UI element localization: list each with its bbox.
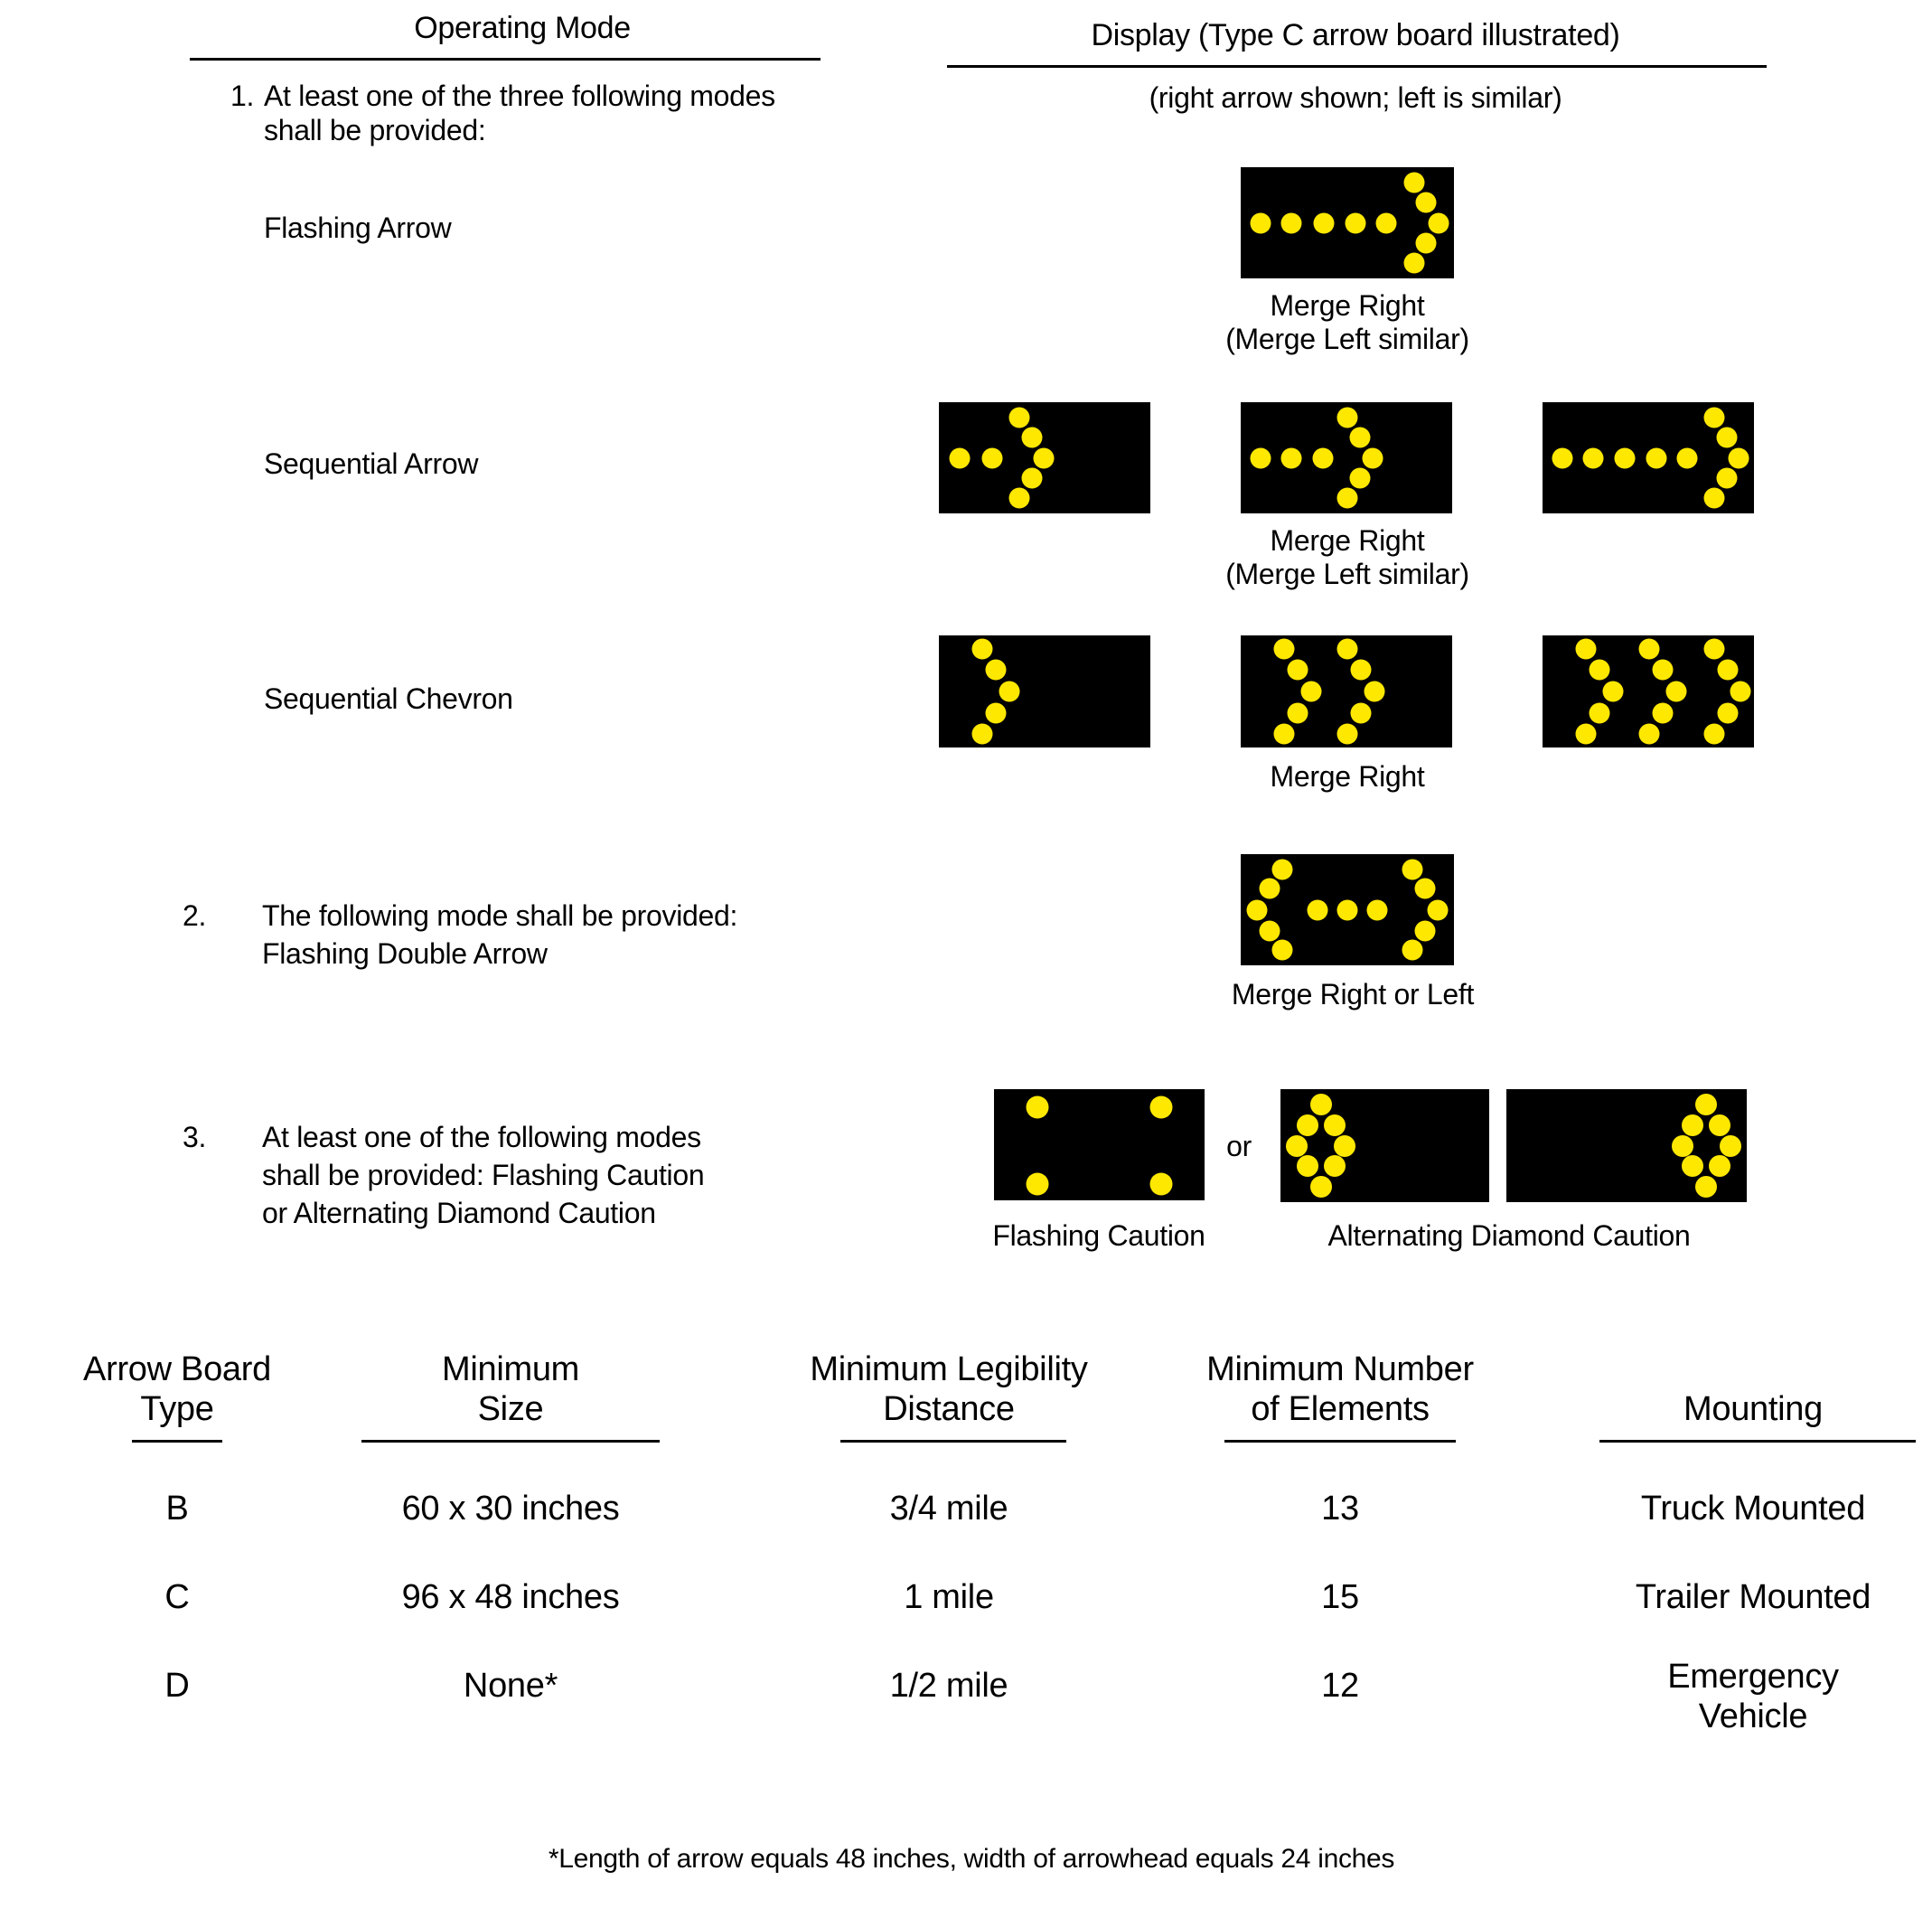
table-row-3-cell-4: 12 — [1321, 1667, 1359, 1705]
item-3-line-1: At least one of the following modes — [262, 1121, 701, 1153]
led-dot — [1337, 488, 1358, 509]
led-dot — [1582, 447, 1603, 468]
table-column-header-4-line-1: Minimum Number — [1206, 1350, 1474, 1388]
panel-flashing-double-arrow — [1241, 854, 1454, 965]
led-dot — [1716, 468, 1737, 489]
table-header-underline-1 — [132, 1440, 222, 1443]
column-header-operating-mode: Operating Mode — [414, 11, 631, 45]
led-dot — [1310, 1176, 1332, 1198]
caption-flashing-caution: Flashing Caution — [992, 1219, 1205, 1252]
led-dot — [981, 447, 1002, 468]
led-dot — [1672, 1135, 1693, 1157]
led-dot — [1351, 660, 1372, 681]
table-header-underline-5 — [1599, 1440, 1916, 1443]
led-dot — [1337, 638, 1358, 659]
caption-merge-right-flashing: Merge Right — [1270, 289, 1425, 322]
item-1-line-1: At least one of the three following modes — [264, 80, 775, 112]
led-dot — [1150, 1096, 1173, 1119]
table-header-underline-2 — [361, 1440, 660, 1443]
led-dot — [1251, 212, 1271, 233]
led-dot — [971, 724, 992, 745]
led-dot — [1717, 660, 1738, 681]
led-dot — [1416, 192, 1437, 212]
led-dot — [1273, 724, 1294, 745]
table-row-2-cell-2: 96 x 48 inches — [401, 1578, 620, 1616]
table-row-3-cell-2: None* — [463, 1667, 558, 1705]
table-row-1-cell-2: 60 x 30 inches — [401, 1490, 620, 1528]
led-dot — [1666, 682, 1687, 702]
table-column-header-3-line-1: Minimum Legibility — [810, 1350, 1088, 1388]
table-column-header-2-line-1: Minimum — [441, 1350, 580, 1388]
led-dot — [1281, 212, 1302, 233]
panel-sequential-chevron-frame-1 — [939, 635, 1150, 747]
led-dot — [985, 660, 1006, 681]
led-dot — [1363, 447, 1383, 468]
table-row-1-cell-5: Truck Mounted — [1640, 1490, 1866, 1528]
panel-sequential-arrow-frame-3 — [1543, 402, 1754, 513]
led-dot — [1720, 1135, 1741, 1157]
led-dot — [1287, 660, 1308, 681]
panel-flashing-arrow — [1241, 167, 1454, 278]
led-dot — [1730, 682, 1751, 702]
led-dot — [999, 682, 1019, 702]
panel-flashing-caution — [994, 1089, 1205, 1200]
mode-label-flashing-arrow: Flashing Arrow — [264, 212, 452, 244]
caption-merge-left-flashing: (Merge Left similar) — [1225, 323, 1469, 355]
led-dot — [1259, 879, 1280, 899]
led-dot — [1008, 488, 1029, 509]
caption-merge-right-or-left: Merge Right or Left — [1231, 978, 1475, 1011]
led-dot — [1589, 660, 1609, 681]
table-column-header-5-line-1: Mounting — [1683, 1390, 1823, 1428]
led-dot — [1345, 212, 1365, 233]
led-dot — [1367, 899, 1388, 920]
item-2-number: 2. — [183, 899, 207, 932]
item-3-line-2: shall be provided: Flashing Caution — [262, 1159, 705, 1191]
led-dot — [1575, 638, 1596, 659]
table-row-2-cell-3: 1 mile — [904, 1578, 994, 1616]
led-dot — [1709, 1114, 1730, 1136]
table-row-3-cell-3: 1/2 mile — [889, 1667, 1008, 1705]
item-3-number: 3. — [183, 1121, 207, 1153]
led-dot — [1639, 724, 1660, 745]
caption-alternating-diamond-caution: Alternating Diamond Caution — [1327, 1219, 1691, 1252]
led-dot — [950, 447, 971, 468]
led-dot — [1351, 702, 1372, 723]
led-dot — [1682, 1114, 1703, 1136]
table-row-2-cell-5: Trailer Mounted — [1635, 1578, 1871, 1616]
led-dot — [1297, 1155, 1318, 1177]
table-column-header-1-line-1: Arrow Board — [83, 1350, 271, 1388]
led-dot — [1428, 212, 1449, 233]
table-column-header-2-line-2: Size — [477, 1390, 544, 1428]
led-dot — [1021, 468, 1042, 489]
led-dot — [1416, 233, 1437, 254]
led-dot — [1403, 172, 1424, 193]
led-dot — [1246, 899, 1267, 920]
led-dot — [1653, 702, 1674, 723]
led-dot — [1313, 447, 1334, 468]
led-dot — [1402, 940, 1422, 961]
led-dot — [1150, 1172, 1173, 1195]
table-column-header-1-line-2: Type — [140, 1390, 214, 1428]
panel-alternating-diamond-caution-left — [1280, 1089, 1489, 1202]
led-dot — [1250, 447, 1271, 468]
led-dot — [1026, 1172, 1048, 1195]
table-header-underline-3 — [840, 1440, 1066, 1443]
led-dot — [1272, 859, 1293, 879]
led-dot — [1717, 702, 1738, 723]
caption-merge-left-sequential: (Merge Left similar) — [1225, 558, 1469, 590]
led-dot — [1324, 1114, 1346, 1136]
led-dot — [1677, 447, 1698, 468]
led-dot — [1280, 447, 1301, 468]
led-dot — [971, 638, 992, 659]
table-column-header-4-line-2: of Elements — [1251, 1390, 1430, 1428]
table-row-3-cell-1: D — [164, 1667, 190, 1705]
led-dot — [1402, 859, 1422, 879]
led-dot — [1259, 920, 1280, 941]
panel-sequential-arrow-frame-2 — [1241, 402, 1452, 513]
table-row-3-cell-5-line-2: Vehicle — [1698, 1697, 1808, 1735]
led-dot — [1428, 899, 1449, 920]
led-dot — [1704, 488, 1725, 509]
item-1-number: 1. — [230, 80, 255, 112]
table-row-3-cell-5-line-1: Emergency — [1667, 1658, 1839, 1696]
led-dot — [985, 702, 1006, 723]
footnote: *Length of arrow equals 48 inches, width of arrowhead equals 24 inches — [548, 1844, 1395, 1874]
led-dot — [1376, 212, 1397, 233]
led-dot — [1287, 702, 1308, 723]
led-dot — [1337, 899, 1358, 920]
led-dot — [1415, 879, 1436, 899]
table-column-header-3-line-2: Distance — [883, 1390, 1015, 1428]
led-dot — [1324, 1155, 1346, 1177]
led-dot — [1297, 1114, 1318, 1136]
table-row-2-cell-4: 15 — [1321, 1578, 1359, 1616]
caption-merge-right-chevron: Merge Right — [1270, 760, 1425, 793]
led-dot — [1589, 702, 1609, 723]
operating-mode-underline — [190, 58, 821, 61]
caption-or: or — [1226, 1130, 1252, 1162]
led-dot — [1615, 447, 1636, 468]
panel-sequential-chevron-frame-3 — [1543, 635, 1754, 747]
led-dot — [1716, 427, 1737, 447]
led-dot — [1021, 427, 1042, 447]
led-dot — [1273, 638, 1294, 659]
led-dot — [1403, 253, 1424, 274]
led-dot — [1728, 447, 1749, 468]
led-dot — [1307, 899, 1327, 920]
led-dot — [1695, 1094, 1717, 1115]
led-dot — [1365, 682, 1385, 702]
led-dot — [1552, 447, 1572, 468]
led-dot — [1350, 427, 1371, 447]
panel-alternating-diamond-caution-right — [1506, 1089, 1747, 1202]
led-dot — [1334, 1135, 1355, 1157]
led-dot — [1639, 638, 1660, 659]
led-dot — [1695, 1176, 1717, 1198]
led-dot — [1300, 682, 1321, 702]
led-dot — [1704, 407, 1725, 428]
table-header-underline-4 — [1224, 1440, 1456, 1443]
led-dot — [1033, 447, 1054, 468]
table-row-1-cell-3: 3/4 mile — [889, 1490, 1008, 1528]
led-dot — [1653, 660, 1674, 681]
led-dot — [1682, 1155, 1703, 1177]
item-1-line-2: shall be provided: — [264, 114, 486, 146]
led-dot — [1703, 638, 1724, 659]
item-2-line-1: The following mode shall be provided: — [262, 899, 738, 932]
led-dot — [1272, 940, 1293, 961]
caption-merge-right-sequential: Merge Right — [1270, 524, 1425, 557]
led-dot — [1026, 1096, 1048, 1119]
led-dot — [1337, 407, 1358, 428]
column-header-display: Display (Type C arrow board illustrated) — [1091, 18, 1620, 52]
led-dot — [1310, 1094, 1332, 1115]
led-dot — [1008, 407, 1029, 428]
mode-label-sequential-arrow: Sequential Arrow — [264, 447, 479, 480]
table-row-1-cell-1: B — [165, 1490, 189, 1528]
display-subnote: (right arrow shown; left is similar) — [1149, 81, 1562, 114]
mode-label-sequential-chevron: Sequential Chevron — [264, 682, 513, 715]
led-dot — [1286, 1135, 1308, 1157]
led-dot — [1575, 724, 1596, 745]
table-row-1-cell-4: 13 — [1321, 1490, 1359, 1528]
led-dot — [1350, 468, 1371, 489]
item-3-line-3: or Alternating Diamond Caution — [262, 1197, 656, 1229]
led-dot — [1337, 724, 1358, 745]
display-underline — [947, 65, 1767, 68]
panel-sequential-chevron-frame-2 — [1241, 635, 1452, 747]
panel-sequential-arrow-frame-1 — [939, 402, 1150, 513]
led-dot — [1646, 447, 1666, 468]
led-dot — [1313, 212, 1334, 233]
item-2-line-2: Flashing Double Arrow — [262, 937, 548, 970]
led-dot — [1703, 724, 1724, 745]
led-dot — [1709, 1155, 1730, 1177]
led-dot — [1415, 920, 1436, 941]
table-row-2-cell-1: C — [164, 1578, 190, 1616]
led-dot — [1602, 682, 1623, 702]
